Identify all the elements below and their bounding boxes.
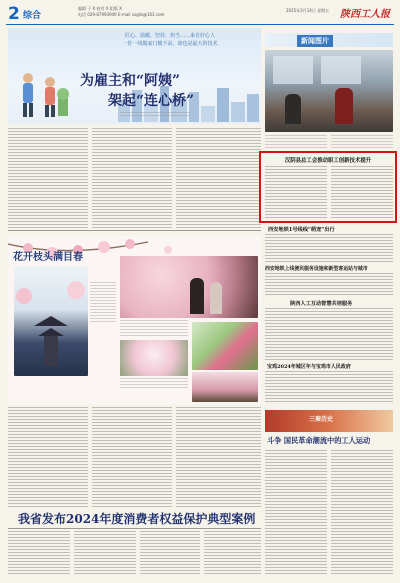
- article-right5-title: 宝鸡2024年城区年与宝鸡市人民政府: [267, 364, 351, 370]
- photo-caption-left: [265, 135, 327, 149]
- editor-line: 编辑 于 X 校对 X 组版 X: [78, 6, 122, 11]
- bottom-article-col2: [74, 531, 136, 576]
- lower-article-col3: [176, 407, 261, 507]
- article-banner: [8, 28, 261, 124]
- newspaper-logo: 陕西工人报: [340, 9, 390, 20]
- highlighted-article-col1: [265, 166, 327, 220]
- section-name: 综合: [23, 11, 42, 21]
- highlighted-article-box: [259, 151, 397, 223]
- magnolia-caption: [120, 378, 188, 390]
- people-caption: [120, 320, 188, 336]
- bottom-article-col4: [204, 531, 261, 576]
- column-rule: [8, 230, 261, 231]
- banner-tagline: 匠心、温暖、坚持、担当……来自好心人 一针一线做家门槛不高，却也是最大的技术: [122, 33, 218, 47]
- article-body-col3: [176, 128, 261, 228]
- blossom-street-photo: [192, 372, 258, 402]
- blossom-people-photo: [120, 256, 258, 318]
- highlighted-article-col2: [331, 166, 393, 220]
- article-right4-body: [265, 308, 393, 360]
- lower-article-col2: [92, 407, 172, 507]
- photo-section-banner: [265, 33, 393, 47]
- history-article-col1: [265, 450, 327, 576]
- article-title-line2: 架起“连心桥”: [108, 93, 195, 109]
- history-column-tag: 三秦历史: [309, 416, 334, 423]
- magnolia-photo: [120, 340, 188, 376]
- pagoda-photo: [14, 266, 88, 376]
- photo-caption-right: [331, 135, 393, 149]
- contact-line: 电话 029-87993949 E-mail sxgrb@163.com: [78, 12, 165, 17]
- article-right3-body: [265, 273, 393, 297]
- bottom-article-col1: [8, 531, 70, 576]
- bottom-headline: 我省发布2024年度消费者权益保护典型案例: [18, 512, 256, 526]
- page-number: 2: [8, 4, 20, 24]
- spring-feature-panel: [8, 236, 261, 404]
- header-rule: [6, 24, 394, 25]
- people-illustration: [14, 68, 74, 122]
- article-right5-body: [265, 371, 393, 403]
- photo-section-label: 新闻图片: [297, 35, 333, 47]
- highlighted-article-title: 汉阴县总工会推动职工创新技术提升: [284, 158, 372, 164]
- article-right2-body: [265, 234, 393, 262]
- spring-feature-title: 花开枝头满目春: [13, 252, 83, 263]
- news-photo-bus-interior: [265, 50, 393, 132]
- pagoda-caption: [90, 282, 116, 322]
- bottom-rule: [8, 528, 261, 529]
- history-column-banner: [265, 410, 393, 432]
- article-right3-title: 西安地铁上线便民服务设施和新型客运站与城市: [265, 266, 368, 272]
- article-body-col2: [92, 128, 172, 228]
- lower-article-col1: [8, 407, 88, 507]
- article-title-line1: 为雇主和“阿姨”: [80, 73, 181, 89]
- flower-garden-photo: [192, 322, 258, 370]
- bottom-article-col3: [140, 531, 200, 576]
- article-right2-title: 西安地铁1号线线“萌宠”出行: [268, 227, 335, 233]
- history-article-col2: [331, 450, 393, 576]
- byline: [120, 112, 190, 116]
- article-body-col1: [8, 128, 88, 228]
- history-article-title: 斗争 国民革命潮流中的工人运动: [267, 436, 371, 445]
- issue-date: 2025年3月14日 星期五: [286, 8, 330, 13]
- article-right4-title: 陕西人工互动智慧共培服务: [290, 301, 353, 307]
